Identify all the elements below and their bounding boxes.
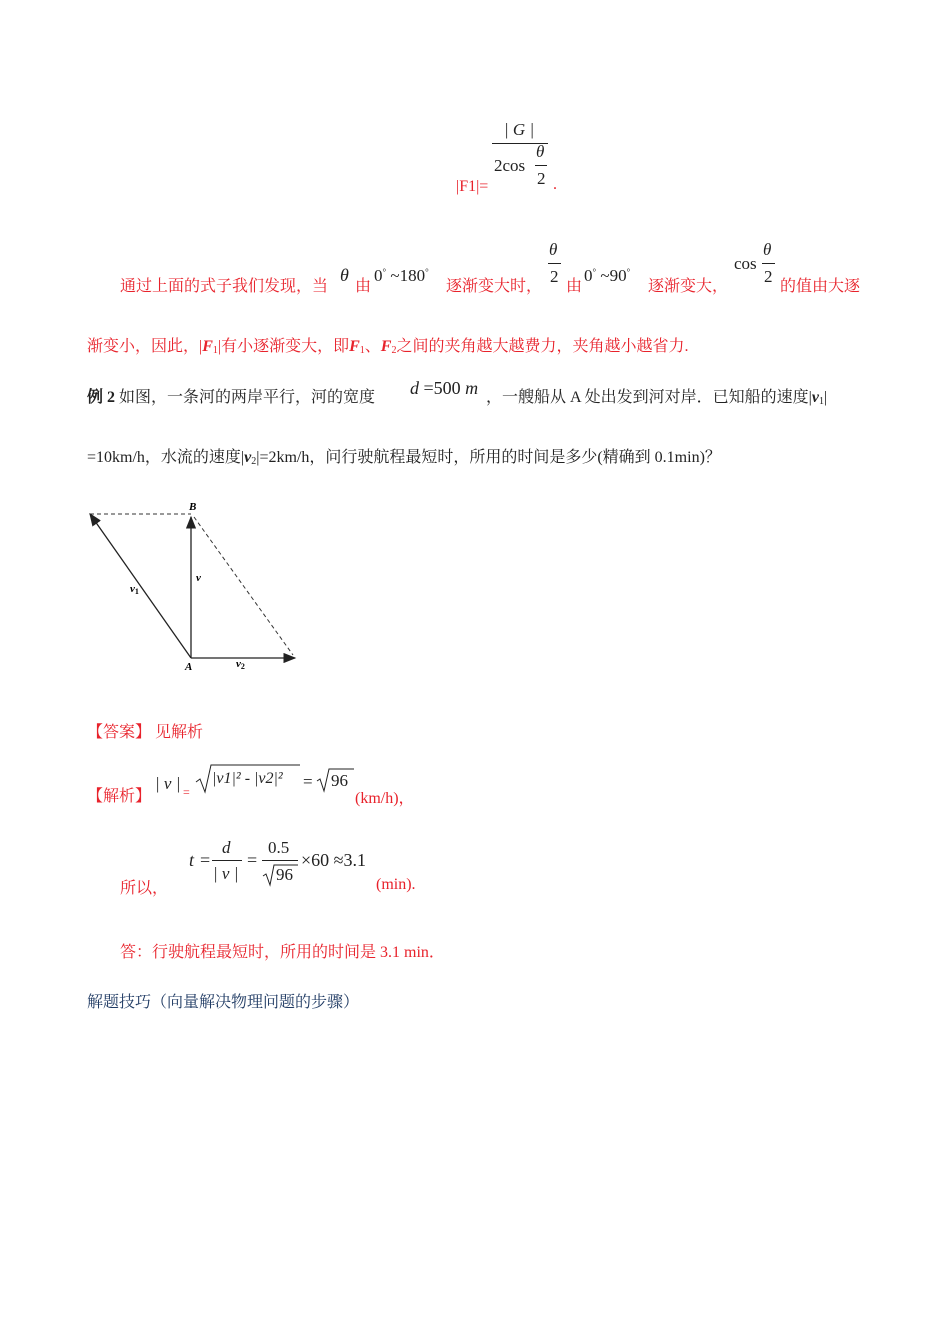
para1-cos: cos [734, 254, 757, 273]
example2-width-value: d =500 m [410, 378, 479, 398]
analysis-root-content: |v1|² - |v2|² [212, 770, 283, 787]
para1-range2: 0° ~90° [584, 266, 631, 285]
f1-lhs: |F1|= [456, 178, 489, 195]
problem-solving-tip: 解题技巧（向量解决物理问题的步骤） [87, 994, 360, 1011]
so-eq: = [200, 850, 211, 870]
f1-theta: θ [536, 142, 545, 161]
f1-period: . [553, 176, 557, 193]
para1-text2: 逐渐变大时， [446, 278, 543, 295]
analysis-eq-small: = [183, 785, 190, 799]
label-v2: v2 [236, 658, 245, 671]
para1-cos-theta-num: θ [763, 240, 772, 259]
so-label: 所以， [120, 880, 169, 897]
example2-line1-tail: ，一艘船从 A 处出发到河对岸．已知船的速度$|v_1|$ [486, 389, 828, 407]
label-B: B [189, 501, 197, 513]
so-d: d [222, 838, 231, 857]
so-den2: 96 [276, 865, 293, 884]
analysis-eq2: = [303, 772, 313, 791]
vector-v1 [90, 514, 191, 658]
f1-numerator: | G | [504, 120, 535, 139]
so-unit: (min). [376, 876, 416, 893]
analysis-label: 【解析】 [87, 788, 152, 805]
para1-text3: 逐渐变大， [648, 278, 729, 295]
label-v: v [196, 572, 201, 584]
answer-line: 【答案】 见解析 [87, 724, 204, 741]
example2-line2: =10km/h，水流的速度$|v_2|=2km/h$，问行驶航程最短时，所用的时间是多少(精确到 0.1min)？ [87, 449, 721, 467]
so-den: | v | [213, 864, 239, 883]
so-eq2: = [247, 850, 258, 870]
label-v1: v1 [130, 583, 139, 596]
para1-half-theta-bar [548, 263, 561, 264]
river-vector-diagram [80, 495, 310, 675]
analysis-unit: (km/h)， [355, 790, 415, 807]
conclusion: 答：行驶航程最短时，所用的时间是 3.1 min． [120, 944, 445, 961]
para1-range1: 0° ~180° [374, 266, 429, 285]
label-A: A [185, 661, 193, 673]
para1-text1: 通过上面的式子我们发现，当 [120, 278, 329, 295]
so-bar2 [262, 860, 298, 861]
so-num: 0.5 [268, 838, 290, 857]
para2: 渐变小，因此，$|F_1|$有小逐渐变大，即$F_1$、$F_2$之间的夹角越大越费力，夹角越小越省力. [87, 338, 689, 356]
analysis-sqrt96: 96 [331, 771, 348, 790]
f1-denominator: 2cos [494, 156, 526, 175]
para1-you1: 由 [355, 278, 372, 295]
para1-cos-theta-den: 2 [764, 267, 773, 286]
para1-theta: θ [340, 265, 349, 285]
example2-line1: 例 2 如图，一条河的两岸平行，河的宽度 [87, 389, 376, 406]
f1-half-bar [535, 165, 547, 166]
para1-half-theta-den: 2 [550, 267, 559, 286]
so-bar1 [212, 860, 242, 861]
analysis-v-abs: | v | [155, 774, 181, 793]
f1-two: 2 [537, 169, 546, 188]
para1-text4: 的值由大逐 [780, 278, 861, 295]
dashed-diagonal-line [194, 517, 293, 655]
so-tail: ×60 ≈3.1 [301, 850, 367, 870]
para1-cos-theta-bar [762, 263, 775, 264]
so-t: t [189, 850, 195, 870]
para1-you2: 由 [566, 278, 583, 295]
para1-half-theta-num: θ [549, 240, 558, 259]
